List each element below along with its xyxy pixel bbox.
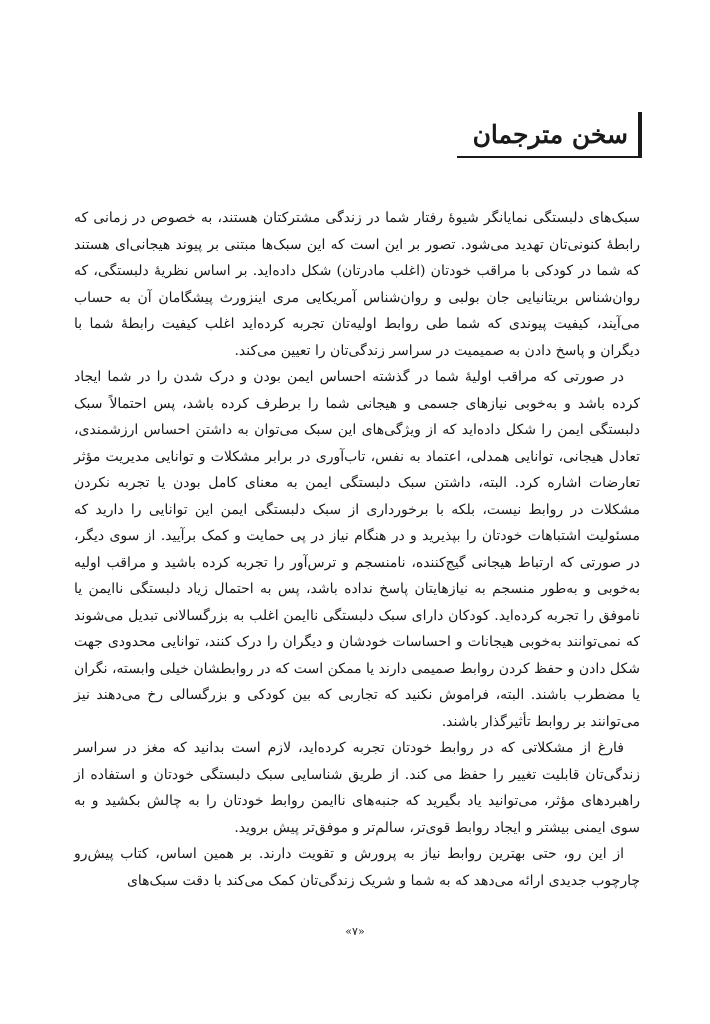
paragraph-4: از این رو، حتی بهترین روابط نیاز به پرورش و تقویت دارند. بر همین اساس، کتاب پیش‌رو چارچوب جدیدی ارائه می‌دهد که به شما و شریک زندگی‌تان کمک می‌کند با دقت سبک‌های — [74, 846, 640, 889]
paragraph-2: در صورتی که مراقب اولیهٔ شما در گذشته احساس ایمن بودن و درک شدن را در شما ایجاد کرده باشد و به‌خوبی نیازهای جسمی و هیجانی شما را برطرف کرده باشد، پس احتمالاً سبک دلبستگی ایمن را شکل داده‌اید که از ویژگی‌های این سبک می‌توان به داشتن احساس ارزشمندی، تعادل هیجانی، توانایی همدلی، اعتماد به نفس، تاب‌آوری در برابر مشکلات و توانایی مدیریت مؤثر تعارضات اشاره کرد. البته، داشتن سبک دلبستگی ایمن به معنای کامل بودن یا تجربه نکردن مشکلات در روابط نیست، بلکه با برخورداری از سبک دلبستگی ایمن این توانایی را دارید که مسئولیت اشتباهات خودتان را بپذیرید و در هنگام نیاز در پی حمایت و کمک برآیید. از سوی دیگر، در صورتی که ارتباط هیجانی گیج‌کننده، نامنسجم و ترس‌آور را تجربه کرده باشید و مراقب اولیه به‌خوبی و به‌طور منسجم به نیازهایتان پاسخ نداده باشد، پس به احتمال زیاد دلبستگی ناایمن یا ناموفق را تجربه کرده‌اید. کودکان دارای سبک دلبستگی ناایمن اغلب به بزرگسالانی تبدیل می‌شوند که نمی‌توانند به‌خوبی هیجانات و احساسات خودشان و دیگران را درک کنند، توانایی محدودی جهت شکل دادن و حفظ کردن روابط صمیمی دارند یا ممکن است که در روابطشان خیلی وابسته، نگران یا مضطرب باشند. البته، فراموش نکنید که تجاربی که بین کودکی و بزرگسالی رخ می‌دهند نیز می‌توانند بر روابط تأثیرگذار باشند. — [74, 369, 640, 730]
paragraph-1: سبک‌های دلبستگی نمایانگر شیوهٔ رفتار شما در زندگی مشترکتان هستند، به خصوص در زمانی که رابطهٔ کنونی‌تان تهدید می‌شود. تصور بر این است که این سبک‌ها مبتنی بر پیوند هیجانی‌ای هستند که شما در کودکی با مراقب خودتان (اغلب مادرتان) شکل داده‌اید. بر اساس نظریهٔ دلبستگی، که روان‌شناس بریتانیایی جان بولبی و روان‌شناس آمریکایی مری اینزورث پیشگامان آن به حساب می‌آیند، کیفیت پیوندی که شما طی روابط اولیه‌تان تجربه کرده‌اید اغلب کیفیت رابطهٔ شما با دیگران و پاسخ دادن به صمیمیت در سراسر زندگی‌تان را تعیین می‌کند. — [74, 210, 640, 359]
chapter-heading-box — [457, 112, 642, 158]
chapter-title: سخن مترجمان — [472, 119, 628, 149]
body-text — [74, 205, 640, 894]
page-number: «۷» — [345, 925, 365, 938]
paragraph-3: فارغ از مشکلاتی که در روابط خودتان تجربه کرده‌اید، لازم است بدانید که مغز در سراسر زندگی‌تان قابلیت تغییر را حفظ می کند. از طریق شناسایی سبک دلبستگی خودتان و استفاده از راهبردهای مؤثر، می‌توانید یاد بگیرید که جنبه‌های ناایمن روابط خودتان را به چالش بکشید و به سوی ایمنی بیشتر و ایجاد روابط قوی‌تر، سالم‌تر و موفق‌تر پیش بروید. — [74, 740, 640, 836]
